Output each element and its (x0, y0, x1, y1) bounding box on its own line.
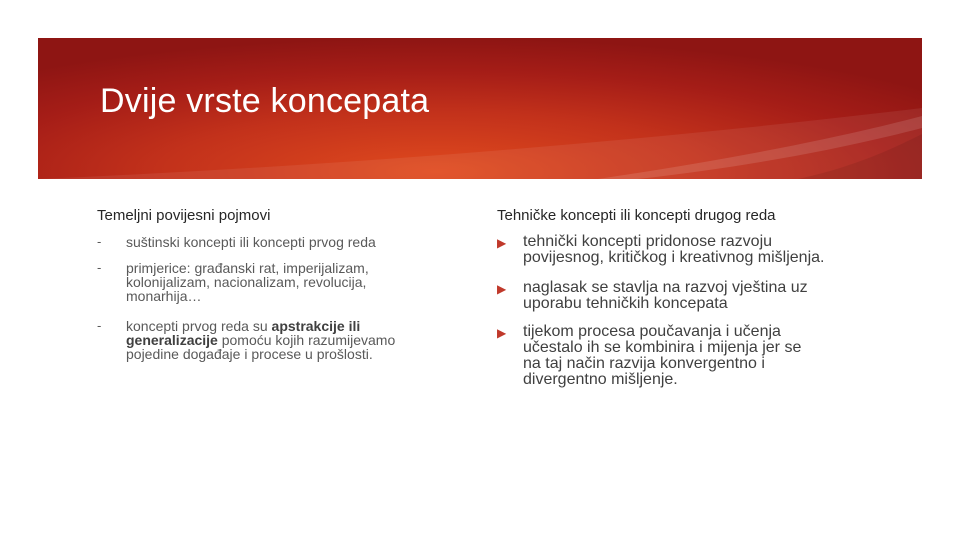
right-list-item: ▶ tijekom procesa poučavanja i učenja učestalo ih se kombinira i mijenja jer se na taj način razvija konvergentno i divergentno mišljenje. (497, 323, 802, 388)
right-list-item: ▶ tehnički koncepti pridonose razvoju povijesnog, kritičkog i kreativnog mišljenja. (497, 233, 825, 266)
arrow-bullet-icon: ▶ (497, 236, 507, 250)
left-list-item: - primjerice: građanski rat, imperijalizam, kolonijalizam, nacionalizam, revolucija, monarhija… (97, 260, 369, 304)
right-bullet-list (497, 234, 897, 388)
left-list-item: - suštinski koncepti ili koncepti prvog reda (97, 234, 376, 250)
left-bullet-list (97, 235, 457, 361)
title-banner (38, 38, 922, 179)
dash-bullet-icon: - (97, 260, 102, 275)
right-list-item: ▶ naglasak se stavlja na razvoj vještina uz uporabu tehničkih koncepata (497, 279, 808, 312)
left-column-heading: Temeljni povijesni pojmovi (97, 207, 271, 224)
arrow-bullet-icon: ▶ (497, 282, 507, 296)
slide-title: Dvije vrste koncepata (100, 82, 430, 120)
right-column-heading: Tehničke koncepti ili koncepti drugog reda (497, 207, 776, 224)
left-list-item: - koncepti prvog reda su apstrakcije ili generalizacije pomoću kojih razumijevamo pojedine događaje i procese u prošlosti. (97, 318, 396, 362)
dash-bullet-icon: - (97, 318, 102, 333)
dash-bullet-icon: - (97, 234, 102, 249)
arrow-bullet-icon: ▶ (497, 326, 507, 340)
